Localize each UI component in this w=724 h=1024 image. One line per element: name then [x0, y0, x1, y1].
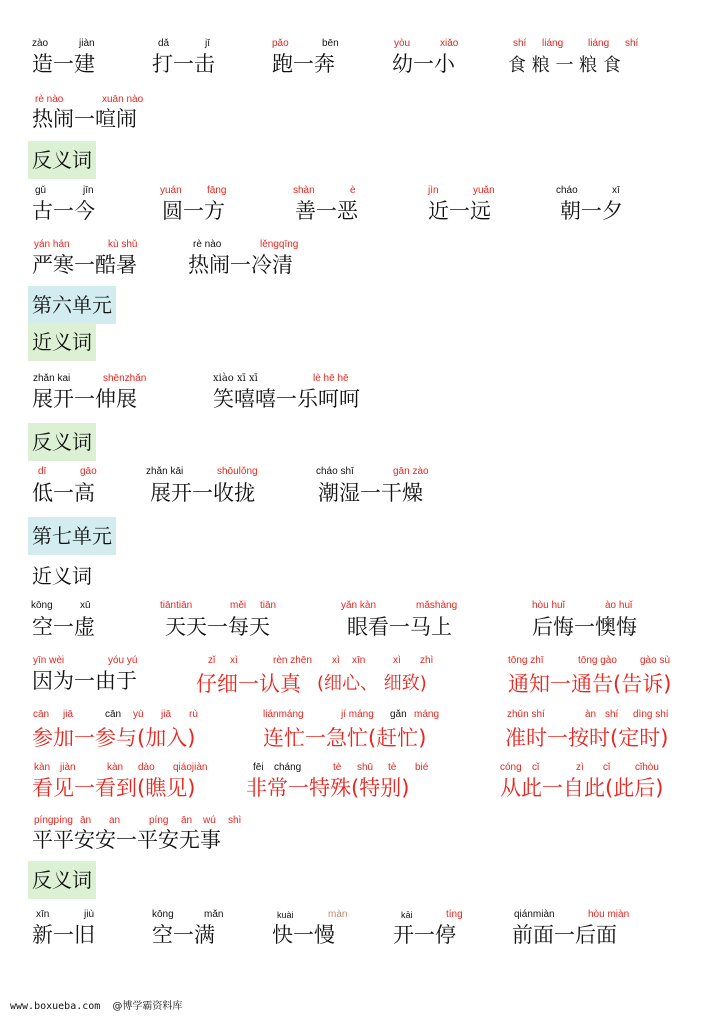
pinyin: rè nào — [193, 239, 222, 250]
word-pair: 看见一看到(瞧见) — [32, 776, 196, 800]
word-pair: 朝一夕 — [560, 199, 623, 223]
word-pair: 善一恶 — [295, 199, 358, 223]
section-heading: 近义词 — [32, 564, 92, 588]
pinyin: è — [350, 185, 356, 196]
pinyin: cǐ — [532, 762, 540, 773]
word-pair: 空一虚 — [32, 615, 95, 639]
pinyin: zì — [576, 762, 584, 773]
pinyin: pǎo — [272, 38, 289, 49]
pinyin: zhǎn kai — [33, 373, 71, 384]
word-pair: 参加一参与(加入) — [32, 726, 196, 750]
pinyin: píng — [149, 815, 169, 826]
pinyin: xīn — [36, 909, 50, 920]
pinyin: gǎn — [390, 709, 407, 720]
pinyin: xì — [332, 655, 340, 666]
pinyin: lěngqīng — [260, 239, 299, 250]
pinyin: yǎn kàn — [341, 600, 377, 611]
pinyin: zào — [32, 38, 49, 49]
word-pair: 严寒一酷暑 — [32, 253, 137, 277]
footer-brand: @博学霸资料库 — [112, 1001, 183, 1012]
pinyin: bié — [415, 762, 429, 773]
pinyin: gǔ — [35, 185, 47, 196]
footer — [10, 1000, 182, 1014]
pinyin: cóng — [500, 762, 522, 773]
pinyin: tè — [388, 762, 397, 773]
section-heading: 反义词 — [28, 141, 96, 179]
word-pair: 新一旧 — [32, 923, 95, 947]
word-pair: 前面一后面 — [512, 923, 617, 947]
word-pair: 开一停 — [393, 923, 456, 947]
section-heading: 反义词 — [28, 423, 96, 461]
pinyin: jìn — [428, 185, 439, 196]
pinyin: shū — [357, 762, 374, 773]
word-pair: 平平安安一平安无事 — [32, 828, 221, 852]
word-pair: 非常一特殊(特别) — [246, 776, 410, 800]
word-pair: 造一建 — [32, 52, 95, 76]
word-pair: 空一满 — [152, 923, 215, 947]
pinyin: zǐ — [208, 655, 216, 666]
pinyin: qiáojiàn — [173, 762, 208, 773]
pinyin: yù — [133, 709, 144, 720]
pinyin: liáng — [542, 38, 564, 49]
pinyin: yán hán — [34, 239, 70, 250]
word-pair: 后悔一懊悔 — [532, 615, 637, 639]
pinyin: dìng shí — [633, 709, 669, 720]
word-pair: 近一远 — [428, 199, 491, 223]
pinyin: qiánmiàn — [514, 909, 555, 920]
pinyin: ān — [181, 815, 193, 826]
word-pair: 潮湿一干燥 — [318, 481, 423, 505]
pinyin: tíng — [446, 909, 463, 920]
pinyin: shí — [605, 709, 619, 720]
pinyin: màn — [328, 909, 348, 920]
pinyin: liáng — [588, 38, 610, 49]
footer-site[interactable]: www.boxueba.com — [10, 1001, 101, 1012]
word-pair: 热闹一冷清 — [188, 253, 293, 277]
pinyin: shì — [228, 815, 242, 826]
word-pair: 展开一收拢 — [150, 481, 255, 505]
pinyin: fāng — [207, 185, 227, 196]
pinyin: kàn — [34, 762, 51, 773]
pinyin: xuān nào — [102, 94, 144, 105]
pinyin: an — [109, 815, 121, 826]
pinyin: cān — [105, 709, 122, 720]
pinyin: mǎshàng — [416, 600, 458, 611]
pinyin: shàn — [293, 185, 315, 196]
pinyin: xīn — [352, 655, 366, 666]
word-pair: 跑一奔 — [272, 52, 335, 76]
pinyin: píngpíng — [34, 815, 73, 826]
pinyin: mǎn — [204, 909, 224, 920]
pinyin: yóu yú — [108, 655, 138, 666]
word-pair: 热闹一喧闹 — [32, 107, 137, 131]
word-pair: 食 粮 一 粮 食 — [508, 55, 621, 76]
pinyin: jīn — [83, 185, 94, 196]
pinyin: shí — [625, 38, 639, 49]
pinyin: cháng — [274, 762, 302, 773]
word-pair: 通知一通告(告诉) — [508, 672, 672, 696]
word-pair: 天天一每天 — [165, 615, 270, 639]
pinyin: gào sù — [640, 655, 671, 666]
pinyin: hòu huǐ — [532, 600, 565, 611]
pinyin: ān — [80, 815, 92, 826]
word-pair: 眼看一马上 — [347, 615, 452, 639]
word-pair: (细心、 细致) — [317, 673, 427, 694]
pinyin: kōng — [152, 909, 174, 920]
pinyin: cǐ — [603, 762, 611, 773]
section-heading: 近义词 — [28, 323, 96, 361]
pinyin: cháo shī — [316, 466, 354, 477]
pinyin: cǐhòu — [635, 762, 659, 773]
pinyin: tiāntiān — [160, 600, 193, 611]
pinyin: jí máng — [341, 709, 374, 720]
pinyin: kù shǔ — [108, 239, 138, 250]
pinyin: tiān — [260, 600, 277, 611]
pinyin: wú — [203, 815, 216, 826]
unit-heading: 第六单元 — [28, 286, 116, 324]
pinyin: xū — [80, 600, 91, 611]
pinyin: jiā — [63, 709, 74, 720]
pinyin: ào huǐ — [605, 600, 633, 611]
pinyin: jiàn — [60, 762, 76, 773]
word-pair: 仔细一认真 — [196, 672, 301, 696]
word-pair: 连忙一急忙(赶忙) — [263, 726, 427, 750]
word-pair: 圆一方 — [162, 199, 225, 223]
word-pair: 低一高 — [32, 481, 95, 505]
pinyin: lè hē hē — [313, 373, 349, 384]
pinyin: shí — [513, 38, 527, 49]
pinyin: liánmáng — [263, 709, 304, 720]
pinyin: xì — [393, 655, 401, 666]
pinyin: tè — [333, 762, 342, 773]
pinyin: máng — [414, 709, 440, 720]
pinyin: měi — [230, 600, 247, 611]
section-heading: 反义词 — [28, 861, 96, 899]
pinyin: rù — [189, 709, 198, 720]
word-pair: 幼一小 — [392, 52, 455, 76]
word-pair: 古一今 — [32, 199, 95, 223]
pinyin: yuǎn — [473, 185, 495, 196]
pinyin: hòu miàn — [588, 909, 630, 920]
pinyin: rè nào — [35, 94, 64, 105]
pinyin: bēn — [322, 38, 339, 49]
pinyin: xiǎo — [440, 38, 459, 49]
pinyin: kuài — [277, 910, 294, 920]
pinyin: jiù — [84, 909, 95, 920]
pinyin: gān zào — [393, 466, 429, 477]
pinyin: yuán — [160, 185, 182, 196]
pinyin: jiā — [161, 709, 172, 720]
pinyin: zhǎn kāi — [146, 466, 184, 477]
pinyin: tōng zhī — [508, 655, 544, 666]
pinyin: xì — [230, 655, 238, 666]
pinyin: kāi — [401, 910, 413, 920]
pinyin: jiàn — [79, 38, 95, 49]
pinyin: shōulǒng — [217, 466, 258, 477]
pinyin: rèn zhēn — [273, 655, 312, 666]
pinyin: zhǔn shí — [507, 709, 545, 720]
pinyin: xiào xī xī — [213, 373, 258, 384]
pinyin: xī — [612, 185, 620, 196]
word-pair: 因为一由于 — [32, 669, 137, 693]
word-pair: 笑嘻嘻一乐呵呵 — [213, 387, 360, 411]
word-pair: 展开一伸展 — [32, 387, 137, 411]
pinyin: kōng — [31, 600, 53, 611]
unit-heading: 第七单元 — [28, 517, 116, 555]
pinyin: shēnzhǎn — [103, 373, 147, 384]
word-pair: 准时一按时(定时) — [505, 726, 669, 750]
pinyin: fēi — [253, 762, 264, 773]
pinyin: yòu — [394, 38, 411, 49]
pinyin: àn — [585, 709, 597, 720]
pinyin: cān — [33, 709, 50, 720]
pinyin: gāo — [80, 466, 97, 477]
pinyin: dǎ — [158, 38, 170, 49]
pinyin: kàn — [107, 762, 124, 773]
pinyin: dào — [138, 762, 155, 773]
pinyin: zhì — [420, 655, 434, 666]
pinyin: tōng gào — [578, 655, 617, 666]
pinyin: cháo — [556, 185, 578, 196]
word-pair: 打一击 — [152, 52, 215, 76]
pinyin: yīn wèi — [33, 655, 65, 666]
pinyin: dī — [38, 466, 47, 477]
word-pair: 从此一自此(此后) — [500, 776, 664, 800]
word-pair: 快一慢 — [272, 923, 335, 947]
pinyin: jī — [205, 38, 210, 49]
